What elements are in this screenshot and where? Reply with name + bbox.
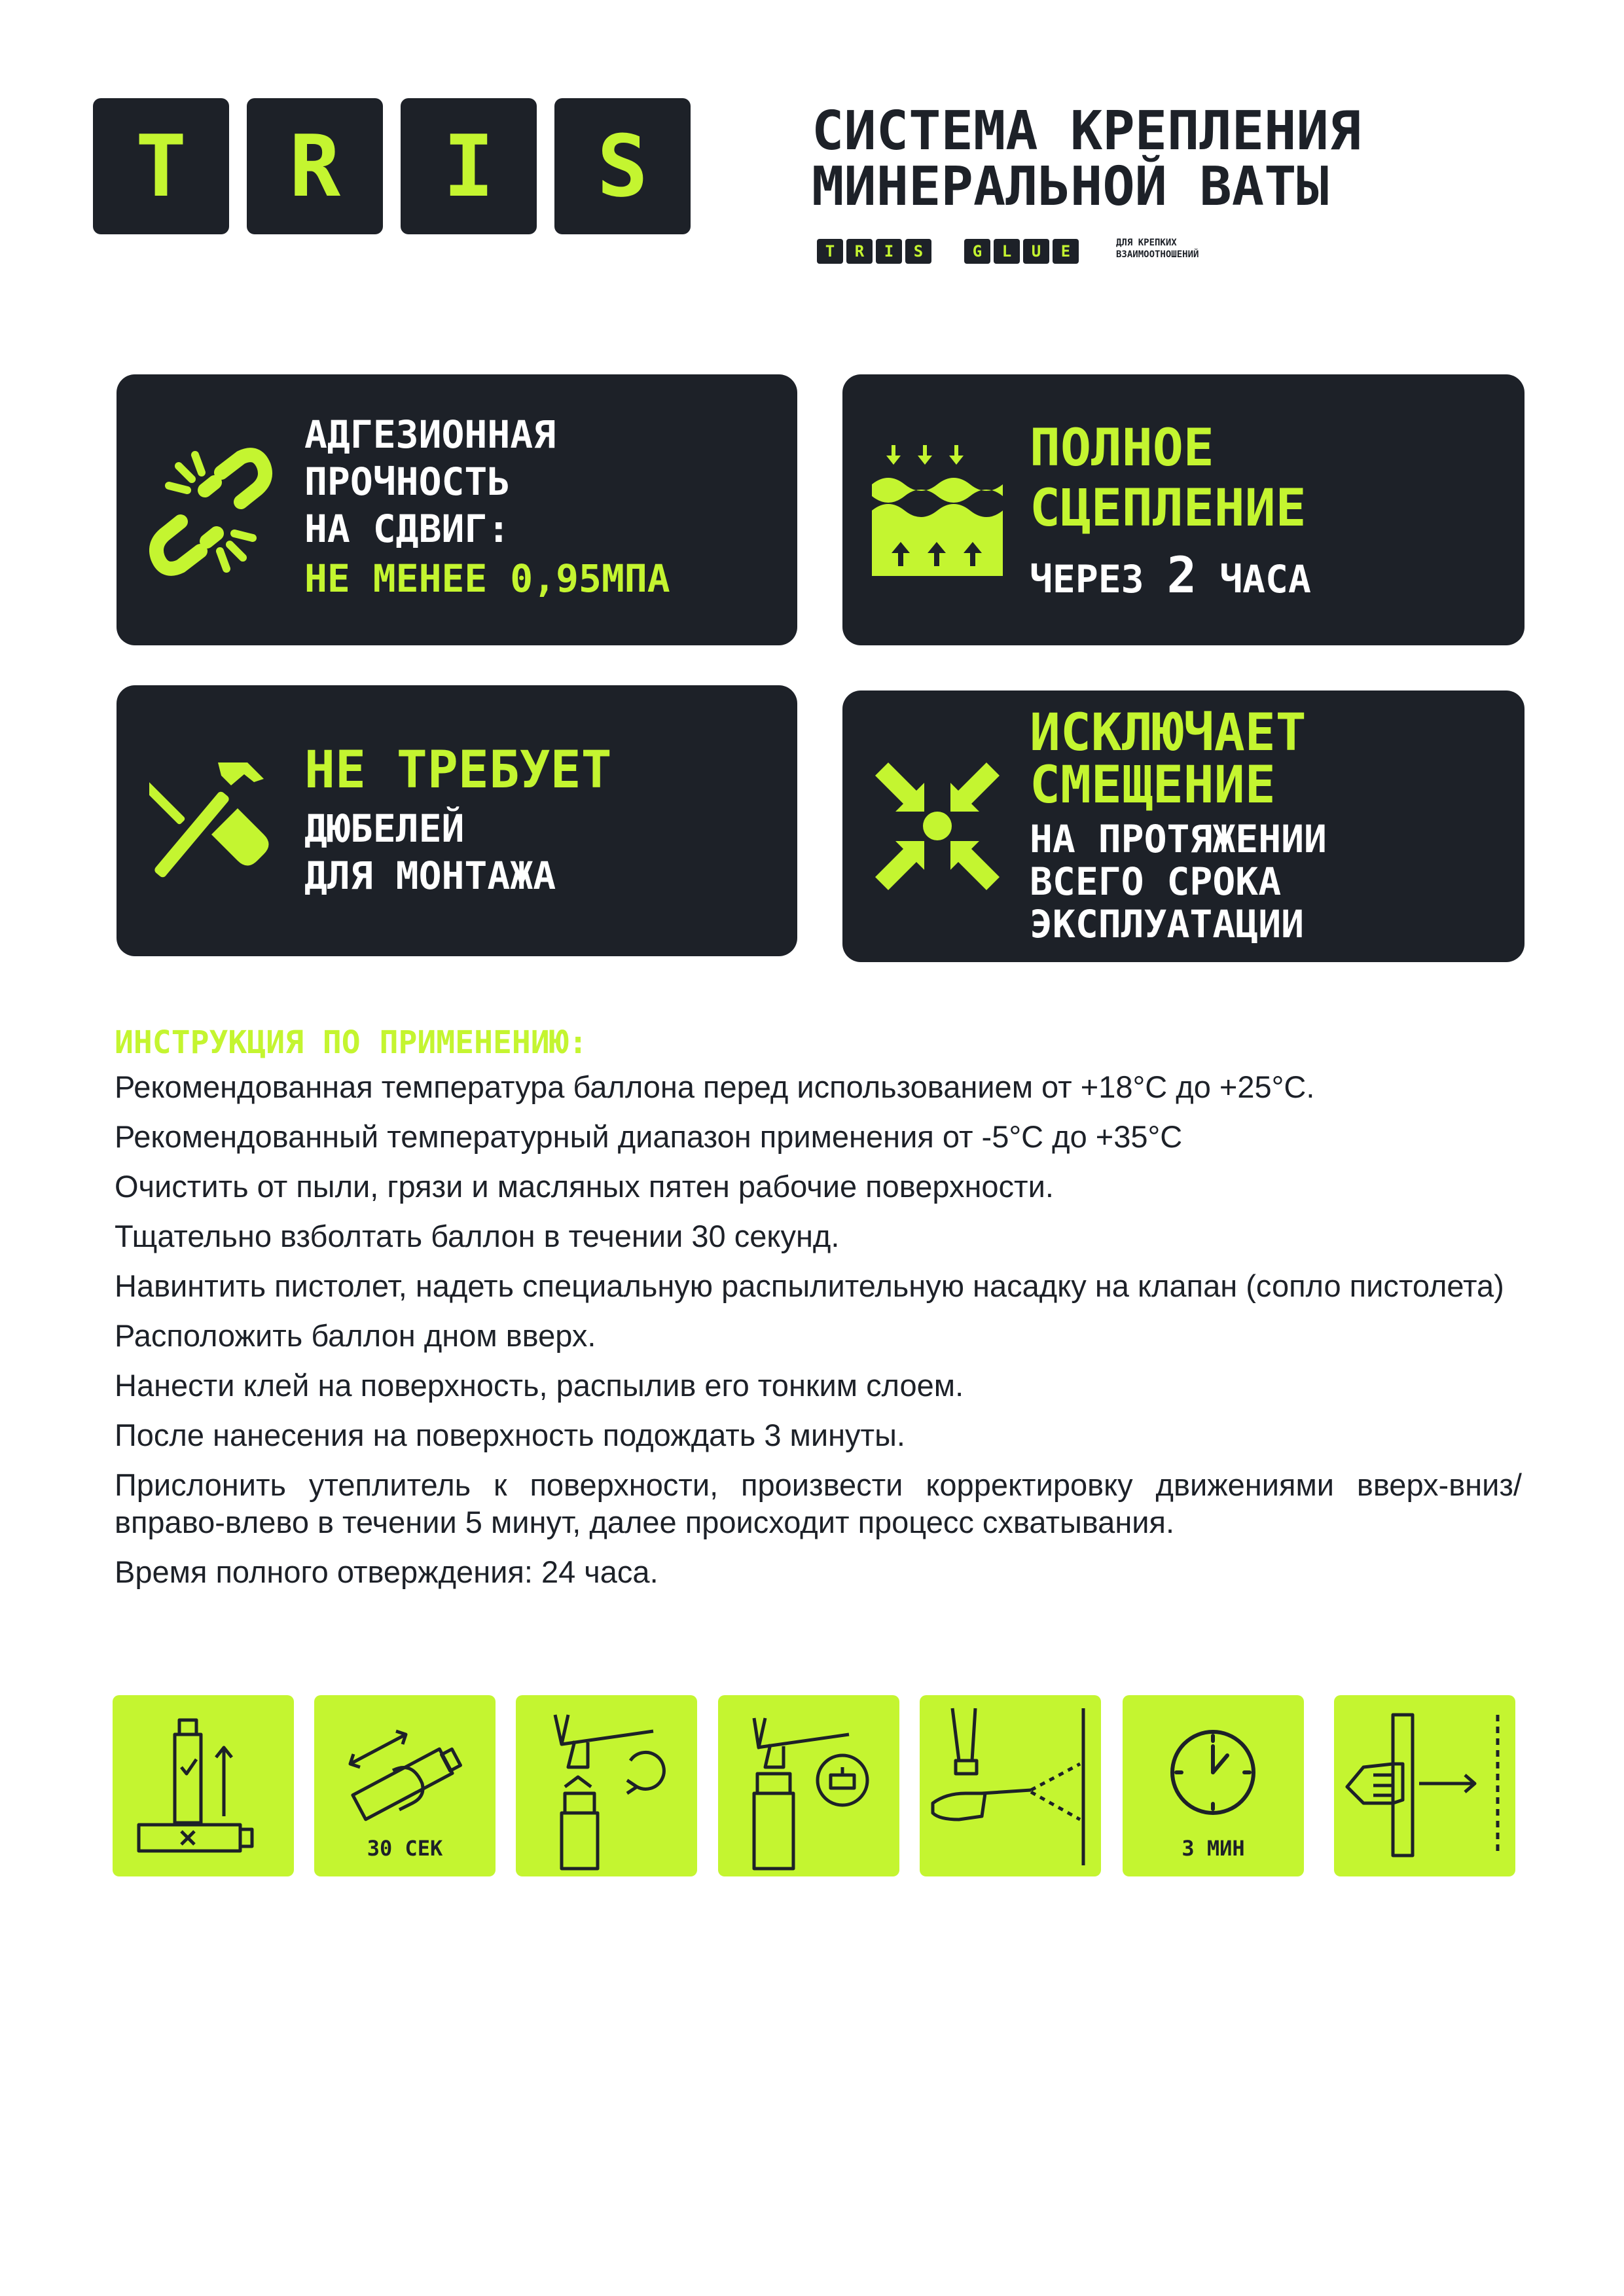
- bonding-title-line2: СЦЕПЛЕНИЕ: [1030, 479, 1307, 538]
- tools-icon: [149, 756, 270, 887]
- step-tile-3: [516, 1695, 697, 1876]
- no-shift-line3: ЭКСПЛУАТАЦИИ: [1030, 902, 1305, 946]
- can-temperature-icon: [113, 1695, 294, 1876]
- product-tile: S: [905, 239, 931, 264]
- step-tile-4: [718, 1695, 899, 1876]
- logo-tile-i: I: [401, 98, 537, 234]
- instructions-list: [115, 1068, 1522, 1603]
- no-shift-title-line2: СМЕЩЕНИЕ: [1030, 756, 1276, 815]
- instructions-heading: ИНСТРУКЦИЯ ПО ПРИМЕНЕНИЮ:: [115, 1024, 588, 1061]
- step-label-wait: 3 МИН: [1182, 1836, 1245, 1861]
- feature-card-no-shift: [842, 691, 1525, 962]
- instruction-item: После нанесения на поверхность подождать 3 минуты.: [115, 1418, 905, 1452]
- no-shift-line2: ВСЕГО СРОКА: [1030, 859, 1282, 904]
- no-shift-title-line1: ИСКЛЮЧАЕТ: [1030, 704, 1307, 762]
- bonding-subtitle: ЧЕРЕЗ 2 ЧАСА: [1030, 546, 1311, 604]
- instruction-item: Очистить от пыли, грязи и масляных пятен рабочие поверхности.: [115, 1169, 1054, 1204]
- spray-surface-icon: [920, 1695, 1101, 1876]
- bonding-layers-icon: [872, 445, 1003, 576]
- instruction-item: Прислонить утеплитель к поверхности, произвести корректировку движениями вверх-вниз/вправо-влево в течении 5 минут, далее происходит процесс схватывания.: [115, 1467, 1522, 1539]
- instruction-item: Навинтить пистолет, надеть специальную распылительную насадку на клапан (сопло пистолета): [115, 1268, 1504, 1303]
- bonding-hours: 2: [1166, 546, 1197, 604]
- adhesion-value: НЕ МЕНЕЕ 0,95МПА: [304, 556, 670, 601]
- adhesion-line2: ПРОЧНОСТЬ: [304, 459, 511, 504]
- instruction-item: Рекомендованный температурный диапазон применения от -5°С до +35°С: [115, 1119, 1183, 1154]
- logo-tile-r: R: [247, 98, 383, 234]
- feature-card-bonding: [842, 374, 1525, 645]
- instruction-item: Время полного отверждения: 24 часа.: [115, 1554, 659, 1589]
- no-dowels-line1: ДЮБЕЛЕЙ: [304, 806, 465, 851]
- step-tile-6: [1123, 1695, 1304, 1876]
- instruction-item: Тщательно взболтать баллон в течении 30 секунд.: [115, 1219, 840, 1253]
- nozzle-icon: [718, 1695, 899, 1876]
- no-dowels-line2: ДЛЯ МОНТАЖА: [304, 853, 556, 898]
- step-label-shake: 30 СЕК: [367, 1836, 443, 1861]
- logo-tile-t: T: [93, 98, 229, 234]
- product-tile: R: [846, 239, 873, 264]
- step-tile-5: [920, 1695, 1101, 1876]
- attach-gun-icon: [516, 1695, 697, 1876]
- product-tile: E: [1053, 239, 1079, 264]
- step-tile-2: [314, 1695, 496, 1876]
- step-tile-7: [1334, 1695, 1515, 1876]
- no-dowels-title: НЕ ТРЕБУЕТ: [304, 741, 612, 800]
- adhesion-line3: НА СДВИГ:: [304, 507, 511, 551]
- product-tile: U: [1023, 239, 1049, 264]
- product-tile: I: [876, 239, 902, 264]
- feature-card-adhesion: [117, 374, 797, 645]
- step-tile-1: [113, 1695, 294, 1876]
- broken-chain-icon: [149, 443, 274, 581]
- instruction-item: Расположить баллон дном вверх.: [115, 1318, 596, 1353]
- logo-tile-s: S: [554, 98, 691, 234]
- bonding-title-line1: ПОЛНОЕ: [1030, 419, 1214, 478]
- product-tile: L: [994, 239, 1020, 264]
- instruction-item: Нанести клей на поверхность, распылив его тонким слоем.: [115, 1368, 964, 1403]
- no-shift-line1: НА ПРОТЯЖЕНИИ: [1030, 817, 1327, 861]
- tagline: ДЛЯ КРЕПКИХ ВЗАИМООТНОШЕНИЙ: [1116, 238, 1199, 260]
- product-tile: T: [817, 239, 843, 264]
- adhesion-line1: АДГЕЗИОННАЯ: [304, 412, 556, 457]
- feature-card-no-dowels: [117, 685, 797, 956]
- page-title-line2: МИНЕРАЛЬНОЙ ВАТЫ: [812, 156, 1329, 218]
- page-title-line1: СИСТЕМА КРЕПЛЕНИЯ: [812, 100, 1362, 162]
- press-insulation-icon: [1334, 1695, 1515, 1876]
- product-tile: G: [964, 239, 990, 264]
- instruction-item: Рекомендованная температура баллона перед использованием от +18°С до +25°С.: [115, 1069, 1315, 1104]
- converging-arrows-icon: [872, 759, 1003, 893]
